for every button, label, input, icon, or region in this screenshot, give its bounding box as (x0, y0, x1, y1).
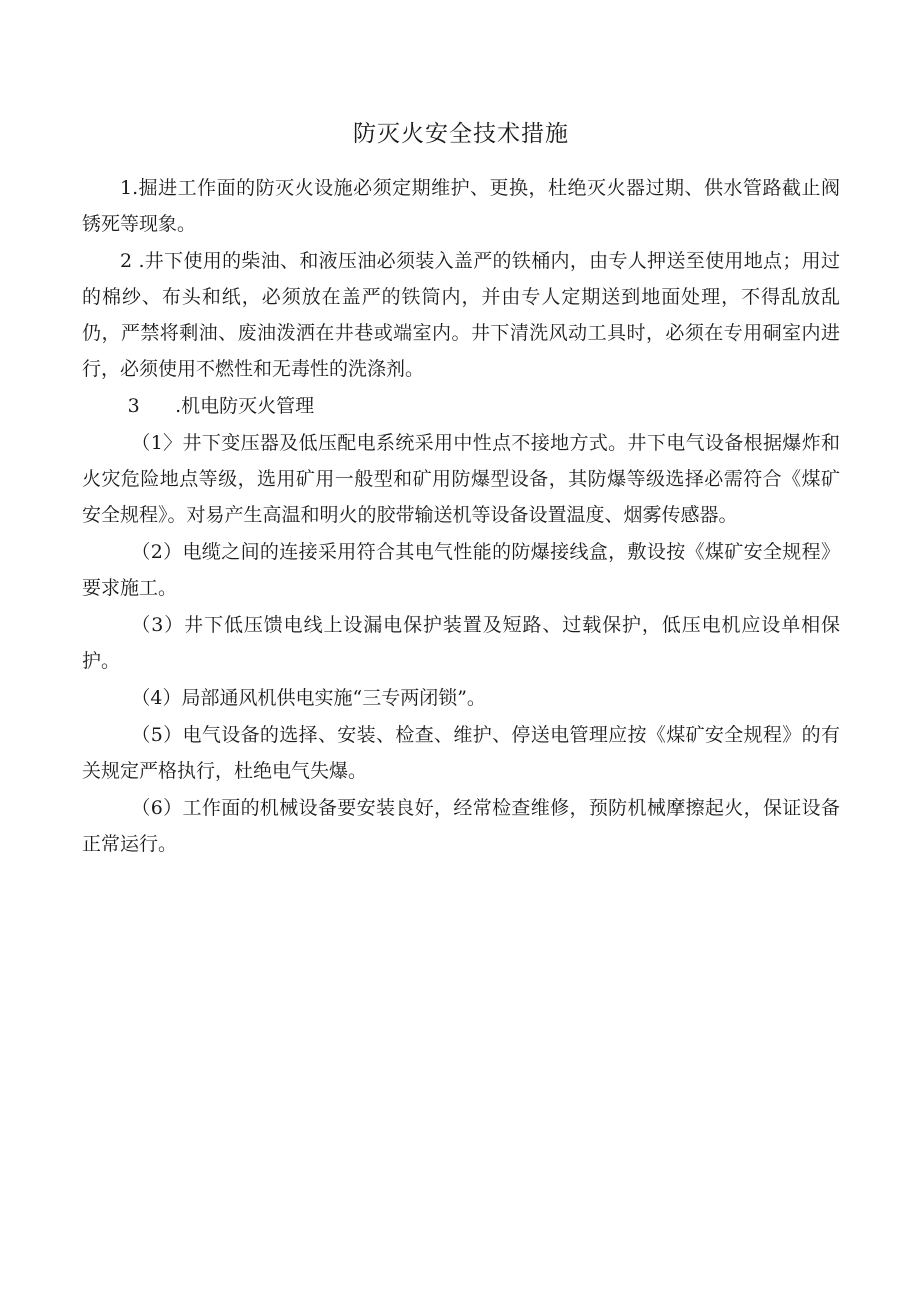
section-3-number: 3 (127, 395, 140, 417)
item-6: （6）工作面的机械设备要安装良好，经常检查维修，预防机械摩擦起火，保证设备正常运行。 (82, 797, 840, 855)
item-5: （5）电气设备的选择、安装、检查、维护、停送电管理应按《煤矿安全规程》的有关规定严格执行，杜绝电气失爆。 (82, 724, 840, 782)
item-4: （4）局部通风机供电实施“三专两闭锁”。 (131, 687, 486, 709)
paragraph-1: 1.掘进工作面的防灭火设施必须定期维护、更换，杜绝灭火器过期、供水管路截止阀锈死等现象。 (82, 177, 840, 235)
item-2: （2）电缆之间的连接采用符合其电气性能的防爆接线盒，敷设按《煤矿安全规程》要求施工。 (82, 541, 840, 599)
section-3-text: .机电防灭火管理 (175, 395, 315, 417)
section-3-heading (82, 388, 840, 424)
document-title: 防灭火安全技术措施 (353, 121, 569, 147)
item-3: （3）井下低压馈电线上设漏电保护装置及短路、过载保护，低压电机应设单相保护。 (82, 614, 840, 672)
document-page (82, 112, 840, 863)
paragraph-2: 2 .井下使用的柴油、和液压油必须装入盖严的铁桶内，由专人押送至使用地点；用过的棉纱、布头和纸，必须放在盖严的铁筒内，并由专人定期送到地面处理，不得乱放乱仍，严禁将剩油、废油泼洒在井巷或端室内。井下清洗风动工具时，必须在专用硐室内进行，必须使用不燃性和无毒性的洗涤剂。 (82, 250, 840, 380)
item-1: （1〉井下变压器及低压配电系统采用中性点不接地方式。井下电气设备根据爆炸和火灾危险地点等级，选用矿用一般型和矿用防爆型设备，其防爆等级选择必需符合《煤矿安全规程》。对易产生高温和明火的胶带输送机等设备设置温度、烟雾传感器。 (82, 432, 840, 526)
